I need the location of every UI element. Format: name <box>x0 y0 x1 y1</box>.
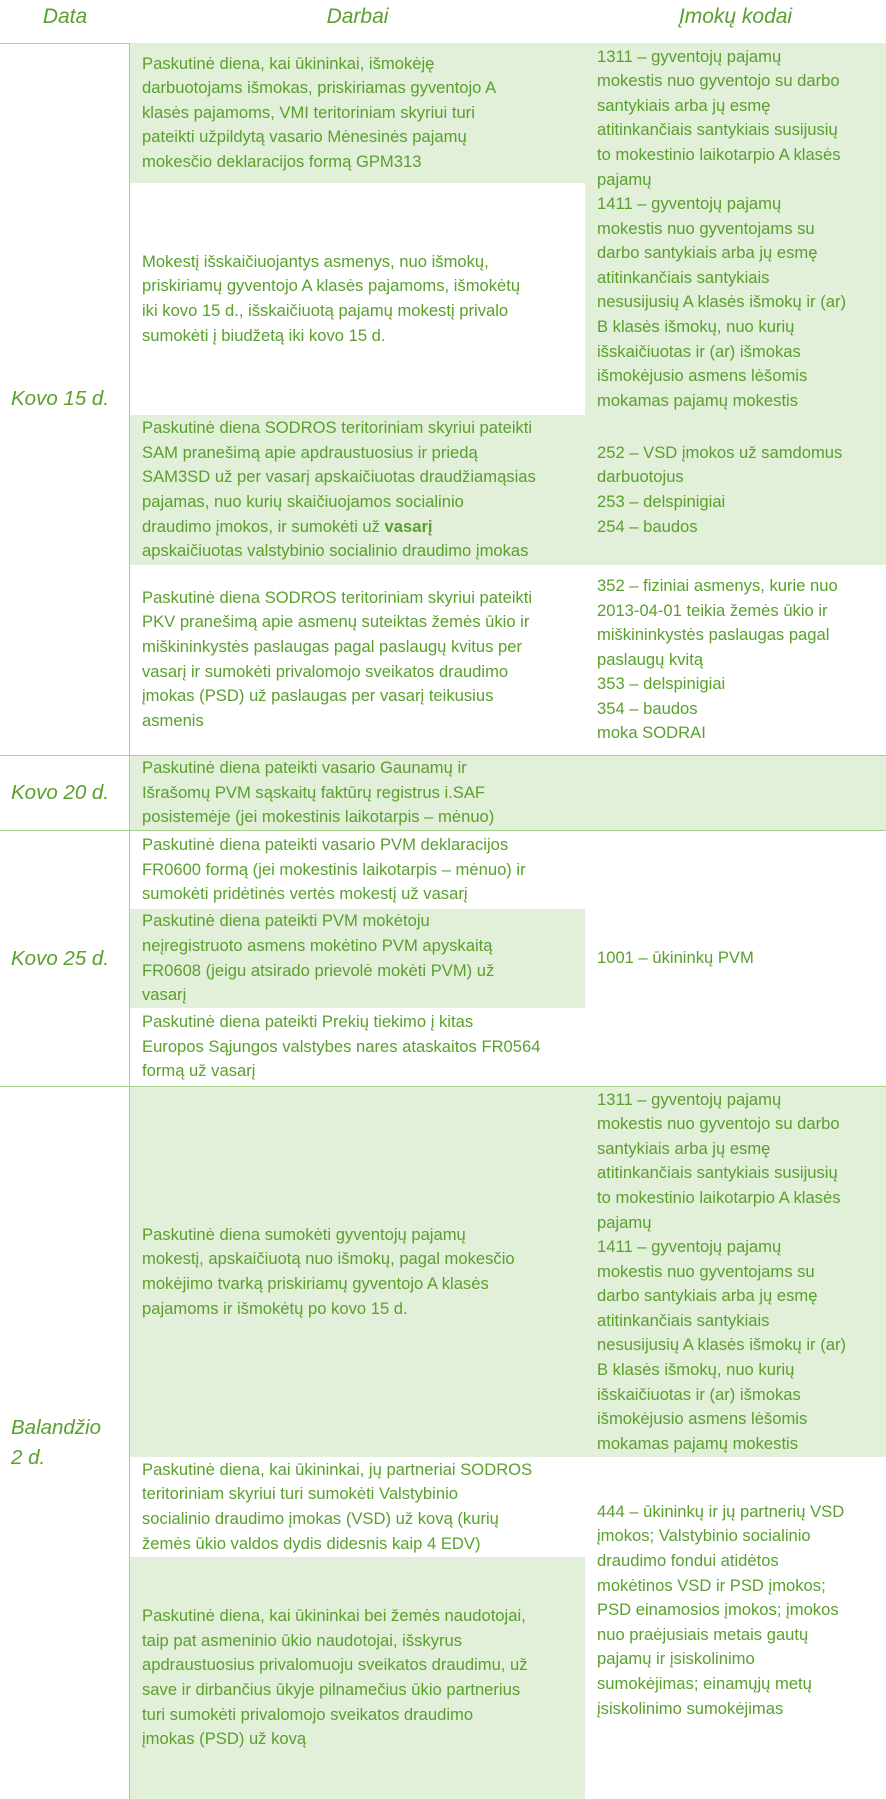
work-isaf-registers: Paskutinė diena pateikti vasario Gaunamų ir Išrašomų PVM sąskaitų faktūrų registrus i.SAF posistemėje (jei mokestinis laikotarpis – mėnuo) <box>130 756 585 830</box>
work-sam-notice-part2: apskaičiuotas valstybinio socialinio draudimo įmokas <box>142 541 529 561</box>
work-sam-notice <box>130 415 585 565</box>
work-fr0608-report: Paskutinė diena pateikti PVM mokėtoju neįregistruoto asmens mokėtino PVM apyskaitą FR0608 (jeigu atsirado prievolė mokėti PVM) už vasarį <box>130 909 585 1008</box>
codes-gpm-1311-1411-april: 1311 – gyventojų pajamų mokestis nuo gyventojo su darbo santykiais arba jų esmę atitinkančiais santykiais susijusių to mokestinio laikotarpio A klasės pajamų 1411 – gyventojų pajamų mokestis nuo gyventojams su darbo santykiais arba jų esmę atitinkančiais santykiais nesusijusių A klasės išmokų ir (ar) B klasės išmokų, nuo kurių išskaičiuotas ir (ar) išmokas išmokėjusio asmens lėšomis mokamas pajamų mokestis <box>585 1087 886 1457</box>
work-farmers-psd: Paskutinė diena, kai ūkininkai bei žemės naudotojai, taip pat asmeninio ūkio naudotojai, išskyrus apdraustuosius privalomuoju sveikatos draudimu, už save ir dirbančius ūkyje pilnamečius ūkio partnerius turi sumokėti privalomojo sveikatos draudimo įmokas (PSD) už kovą <box>130 1557 585 1799</box>
work-sam-notice-text <box>142 416 536 564</box>
work-sam-notice-part1: Paskutinė diena SODROS teritoriniam skyriui pateikti SAM pranešimą apie apdraustuosius ir priedą SAM3SD už per vasarį apskaičiuotas draudžiamąsias pajamas, nuo kurių skaičiuojamos socialinio draudimo įmokos, ir sumokėti už <box>142 418 536 536</box>
codes-psd-352: 352 – fiziniai asmenys, kurie nuo 2013-04-01 teikia žemės ūkio ir miškininkystės paslaugas pagal paslaugų kvitą 353 – delspinigiai 354 – baudos moka SODRAI <box>597 575 838 743</box>
work-sam-notice-bold: vasarį <box>384 516 433 536</box>
codes-pvm-1001: 1001 – ūkininkų PVM <box>597 948 754 968</box>
header-codes: Įmokų kodai <box>678 4 793 28</box>
work-gpm313-declaration: Paskutinė diena, kai ūkininkai, išmokėję darbuotojams išmokas, priskiriamas gyventojo A klasės pajamoms, VMI teritoriniam skyriui turi pateikti užpildytą vasario Mėnesinės pajamų mokesčio deklaracijos formą GPM313 <box>130 43 585 183</box>
codes-vsd-252: 252 – VSD įmokos už samdomus darbuotojus 253 – delspinigiai 254 – baudos <box>585 415 886 565</box>
header-works: Darbai <box>326 4 389 28</box>
date-kovo-15: Kovo 15 d. <box>11 387 110 410</box>
codes-kovo-20-empty <box>585 756 886 830</box>
date-kovo-25: Kovo 25 d. <box>11 946 110 970</box>
work-fr0564-report: Paskutinė diena pateikti Prekių tiekimo į kitas Europos Sąjungos valstybes nares ataskaitos FR0564 formą už vasarį <box>142 1012 541 1081</box>
work-fr0600-declaration: Paskutinė diena pateikti vasario PVM deklaracijos FR0600 formą (jei mokestinis laikotarpis – mėnuo) ir sumokėti pridėtinės vertės mokestį už vasarį <box>142 835 526 904</box>
date-kovo-20: Kovo 20 d. <box>11 781 110 804</box>
work-farmers-vsd: Paskutinė diena, kai ūkininkai, jų partneriai SODROS teritoriniam skyriui turi sumokėti Valstybinio socialinio draudimo įmokas (VSD) už kovą (kurių žemės ūkio valdos dydis didesnis kaip 4 EDV) <box>142 1459 533 1553</box>
header-date: Data <box>42 4 88 28</box>
codes-vsd-444: 444 – ūkininkų ir jų partnerių VSD įmokos; Valstybinio socialinio draudimo fondui atidėtos mokėtinos VSD ir PSD įmokos; PSD einamosios įmokos; įmokos nuo praėjusiais metais gautų pajamų ir įsiskolinimo sumokėjimas; einamųjų metų įsiskolinimo sumokėjimas <box>597 1501 845 1718</box>
work-pkv-notice: Paskutinė diena SODROS teritoriniam skyriui pateikti PKV pranešimą apie asmenų suteiktas žemės ūkio ir miškininkystės paslaugas pagal paslaugų kvitus per vasarį ir sumokėti privalomojo sveikatos draudimo įmokas (PSD) už paslaugas per vasarį teikusius asmenis <box>142 587 533 730</box>
work-income-tax-payment: Mokestį išskaičiuojantys asmenys, nuo išmokų, priskiriamų gyventojo A klasės pajamoms, išmokėtų iki kovo 15 d., išskaičiuotą pajamų mokestį privalo sumokėti į biudžetą iki kovo 15 d. <box>142 251 521 345</box>
work-income-tax-after-15: Paskutinė diena sumokėti gyventojų pajamų mokestį, apskaičiuotą nuo išmokų, pagal mokesčio mokėjimo tvarką priskiriamų gyventojo A klasės pajamoms ir išmokėtų po kovo 15 d. <box>130 1087 585 1457</box>
codes-gpm-1311-1411: 1311 – gyventojų pajamų mokestis nuo gyventojo su darbo santykiais arba jų esmę atitinkančiais santykiais susijusių to mokestinio laikotarpio A klasės pajamų 1411 – gyventojų pajamų mokestis nuo gyventojams su darbo santykiais arba jų esmę atitinkančiais santykiais nesusijusių A klasės išmokų ir (ar) B klasės išmokų, nuo kurių išskaičiuotas ir (ar) išmokas išmokėjusio asmens lėšomis mokamas pajamų mokestis <box>585 43 886 415</box>
date-balandzio-2: Balandžio 2 d. <box>11 1416 102 1469</box>
